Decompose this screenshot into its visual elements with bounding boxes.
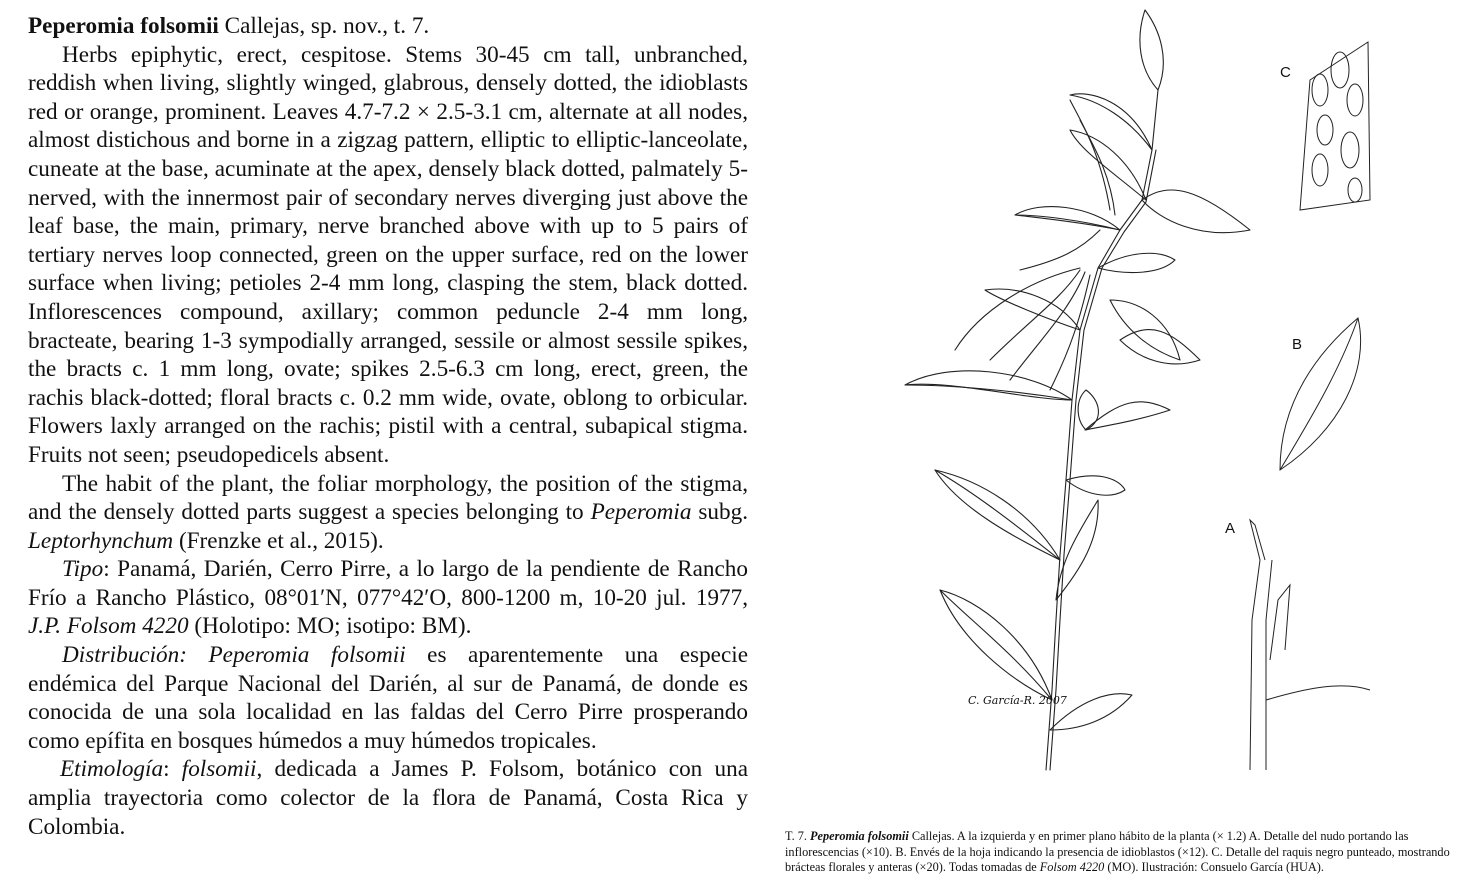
leaf [1078,390,1098,430]
leaf [1070,94,1152,150]
description-text: Herbs epiphytic, erect, cespitose. Stems 30-45 cm tall, unbranched, reddish when living, slightly winged, glabrous, densely dotted, the idioblasts red or orange, prominent. Leaves 4.7-7.2 × 2.5-3.1 cm, alternate at all nodes, almost distichous and borne in a zigzag pattern, elliptic to elliptic-lanceolate, cuneate at the base, acuminate at the apex, densely black dotted, palmately 5-nerved, with the innermost pair of secondary nerves diverging just above the leaf base, the main, primary, nerve branched above with up to 5 pairs of tertiary nerves loop connected, green on the upper surface, red on the lower surface when living; petioles 2-4 mm long, clasping the stem, black dotted. Inflorescences compound, axillary; common peduncle 2-4 mm long, bracteate, bearing 1-3 sympodially arranged, sessile or almost sessile spikes, the bracts c. 1 mm long, ovate; spikes 2.5-6.3 cm long, erect, green, the rachis black-dotted; floral bracts c. 0.2 mm wide, ovate, oblong to orbicular. Flowers laxly arranged on the rachis; pistil with a central, subapical stigma. Fruits not seen; pseudopedicels absent. [28,41,748,468]
panel-label-a: A [1225,520,1236,537]
botanical-illustration [780,0,1484,890]
caption-species: Peperomia folsomii [810,829,909,843]
article-text [28,12,748,841]
figure-caption [785,829,1475,876]
leaf [1120,330,1200,364]
leaf [935,470,1060,560]
panel-label-b: B [1292,336,1303,353]
detail-c [1300,42,1370,210]
leaf [1070,130,1146,200]
tipo-label: Tipo [62,556,104,583]
caption-specimen: Folsom 4220 [1039,860,1105,875]
habit-text-2: subg. [691,499,748,526]
leaf [1142,190,1250,233]
caption-prefix: T. 7. [785,829,811,843]
species-name: Peperomia folsomii [28,13,219,39]
illustrator-signature: C. García-R. 2007 [968,694,1067,707]
plant-drawing [780,0,1484,820]
leaf [1015,207,1120,230]
detail-a [1250,520,1370,770]
collector: J.P. Folsom 4220 [28,613,189,640]
distribucion-text: es aparentemente una especie endémica del Parque Nacional del Darién, al sur de Panamá, de donde es conocida de una sola localidad en las faldas del Cerro Pirre prosperando como epífita en bosques húmedos a muy húmedos tropicales. [28,642,748,754]
leaf [985,289,1080,330]
habit-paragraph [28,470,748,556]
description-paragraph [28,41,748,470]
etimologia-sep: : [163,756,182,783]
caption-text-2: (MO). Ilustración: Consuelo García (HUA). [1104,860,1324,875]
etimologia-paragraph [28,755,748,841]
main-stem [1046,90,1158,770]
species-heading [28,12,748,41]
epithet: folsomii [181,756,257,783]
etimologia-text: , dedicada a James P. Folsom, botánico con una amplia trayectoria como colector de la flora de Panamá, Costa Rica y Colombia. [28,756,748,840]
tipo-text: : Panamá, Darién, Cerro Pirre, a lo largo de la pendiente de Rancho Frío a Rancho Plástico, 08°01′N, 077°42′O, 800-1200 m, 10-20 jul. 1977, [28,556,748,611]
tipo-tail: (Holotipo: MO; isotipo: BM). [188,613,472,640]
distribucion-label: Distribución: Peperomia folsomii [62,642,406,669]
genus-name: Peperomia [590,499,692,526]
subgenus-name: Leptorhynchum [28,527,174,554]
tipo-paragraph [28,555,748,641]
etimologia-label: Etimología [60,756,164,783]
leaf [1140,10,1163,90]
authority: Callejas, sp. nov., t. 7. [218,13,430,39]
habit-citation: (Frenzke et al., 2015). [173,527,384,554]
caption-text: Callejas. A la izquierda y en primer plano hábito de la planta (× 1.2) A. Detalle del nudo portando las inflorescencias (×10). B. Envés de la hoja indicando la presencia de idioblastos (×12). C. Detalle del raquis negro punteado, mostrando brácteas florales y anteras (×20). Todas tomadas de [785,829,1450,875]
habit-text: The habit of the plant, the foliar morphology, the position of the stigma, and the densely dotted parts suggest a species belonging to [28,470,748,526]
distribucion-paragraph [28,641,748,755]
panel-label-c: C [1280,64,1291,81]
leaf [1066,476,1125,495]
